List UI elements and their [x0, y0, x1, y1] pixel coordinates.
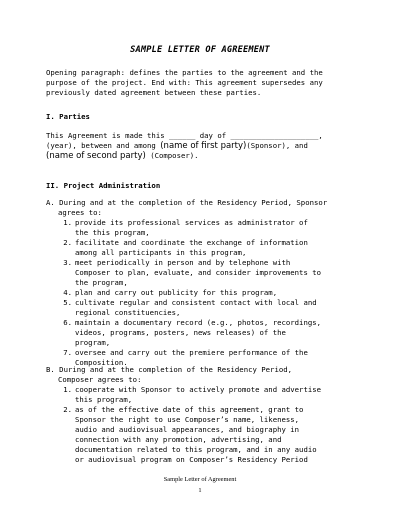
- list-item: [46, 288, 366, 298]
- clause-b-intro: B. During and at the completion of the Residency Period,: [46, 365, 293, 374]
- list-item-line: audio and audiovisual appearances, and biography in: [75, 425, 300, 434]
- opening-line: purpose of the project. End with: This agreement supersedes any: [46, 78, 323, 87]
- list-item-line: as of the effective date of this agreement, grant to: [75, 405, 304, 414]
- list-item: [46, 298, 366, 318]
- document-title: SAMPLE LETTER OF AGREEMENT: [130, 45, 270, 55]
- list-item-line: this program,: [75, 395, 133, 404]
- parties-text: (Composer).: [145, 151, 199, 160]
- list-item-line: the program,: [75, 278, 128, 287]
- second-party-placeholder: (name of second party): [46, 151, 146, 161]
- list-item-number: 6.: [63, 318, 72, 327]
- parties-paragraph: [46, 131, 366, 161]
- list-item-number: 1.: [63, 385, 72, 394]
- list-item-line: facilitate and coordinate the exchange of information: [75, 238, 308, 247]
- opening-line: previously dated agreement between these parties.: [46, 88, 262, 97]
- list-item-line: the this program,: [75, 228, 150, 237]
- opening-line: Opening paragraph: defines the parties to the agreement and the: [46, 68, 323, 77]
- parties-line: [46, 141, 366, 151]
- list-item: [46, 385, 366, 405]
- opening-paragraph: [46, 68, 366, 98]
- section-administration-heading: II. Project Administration: [46, 181, 161, 190]
- footer-label: Sample Letter of Agreement: [163, 476, 237, 483]
- list-item-number: 2.: [63, 405, 72, 414]
- list-item-line: oversee and carry out the premiere performance of the: [75, 348, 308, 357]
- list-item-line: regional constituencies,: [75, 308, 181, 317]
- list-item-line: or audiovisual program on Composer’s Residency Period: [75, 455, 308, 464]
- list-item-line: videos, programs, posters, news releases) of the: [75, 328, 286, 337]
- parties-line: This Agreement is made this ______ day of ____________________,: [46, 131, 323, 140]
- list-item-line: cooperate with Sponsor to actively promote and advertise: [75, 385, 322, 394]
- list-item-number: 1.: [63, 218, 72, 227]
- list-item-line: plan and carry out publicity for this program,: [75, 288, 278, 297]
- list-item-number: 7.: [63, 348, 72, 357]
- list-item-line: cultivate regular and consistent contact with local and: [75, 298, 317, 307]
- section-parties-heading: I. Parties: [46, 112, 90, 121]
- parties-text: (Sponsor), and: [246, 141, 308, 150]
- parties-text: (year), between and among: [46, 141, 161, 150]
- list-item: [46, 238, 366, 258]
- list-item-line: connection with any promotion, advertising, and: [75, 435, 282, 444]
- clause-b: [46, 365, 366, 465]
- parties-line: [46, 151, 366, 161]
- list-item-line: documentation related to this program, and in any audio: [75, 445, 317, 454]
- list-item-line: program,: [75, 338, 111, 347]
- list-item: [46, 405, 366, 465]
- list-item-number: 3.: [63, 258, 72, 267]
- list-item-line: Composer to plan, evaluate, and consider improvements to: [75, 268, 322, 277]
- clause-a-intro: A. During and at the completion of the Residency Period, Sponsor: [46, 198, 328, 207]
- list-item-line: maintain a documentary record (e.g., photos, recordings,: [75, 318, 322, 327]
- list-item-number: 2.: [63, 238, 72, 247]
- list-item-line: provide its professional services as administrator of: [75, 218, 308, 227]
- list-item: [46, 258, 366, 288]
- list-item-line: meet periodically in person and by telephone with: [75, 258, 291, 267]
- clause-a: [46, 198, 366, 368]
- list-item: [46, 318, 366, 348]
- list-item-line: Composition.: [75, 358, 128, 367]
- page-number: 1: [198, 487, 202, 494]
- list-item: [46, 218, 366, 238]
- clause-a-intro: agrees to:: [58, 208, 102, 217]
- clause-b-intro: Composer agrees to:: [58, 375, 142, 384]
- list-item-line: Sponsor the right to use Composer’s name, likeness,: [75, 415, 300, 424]
- list-item-line: among all participants in this program,: [75, 248, 247, 257]
- list-item-number: 4.: [63, 288, 72, 297]
- first-party-placeholder: (name of first party): [160, 141, 247, 151]
- list-item-number: 5.: [63, 298, 72, 307]
